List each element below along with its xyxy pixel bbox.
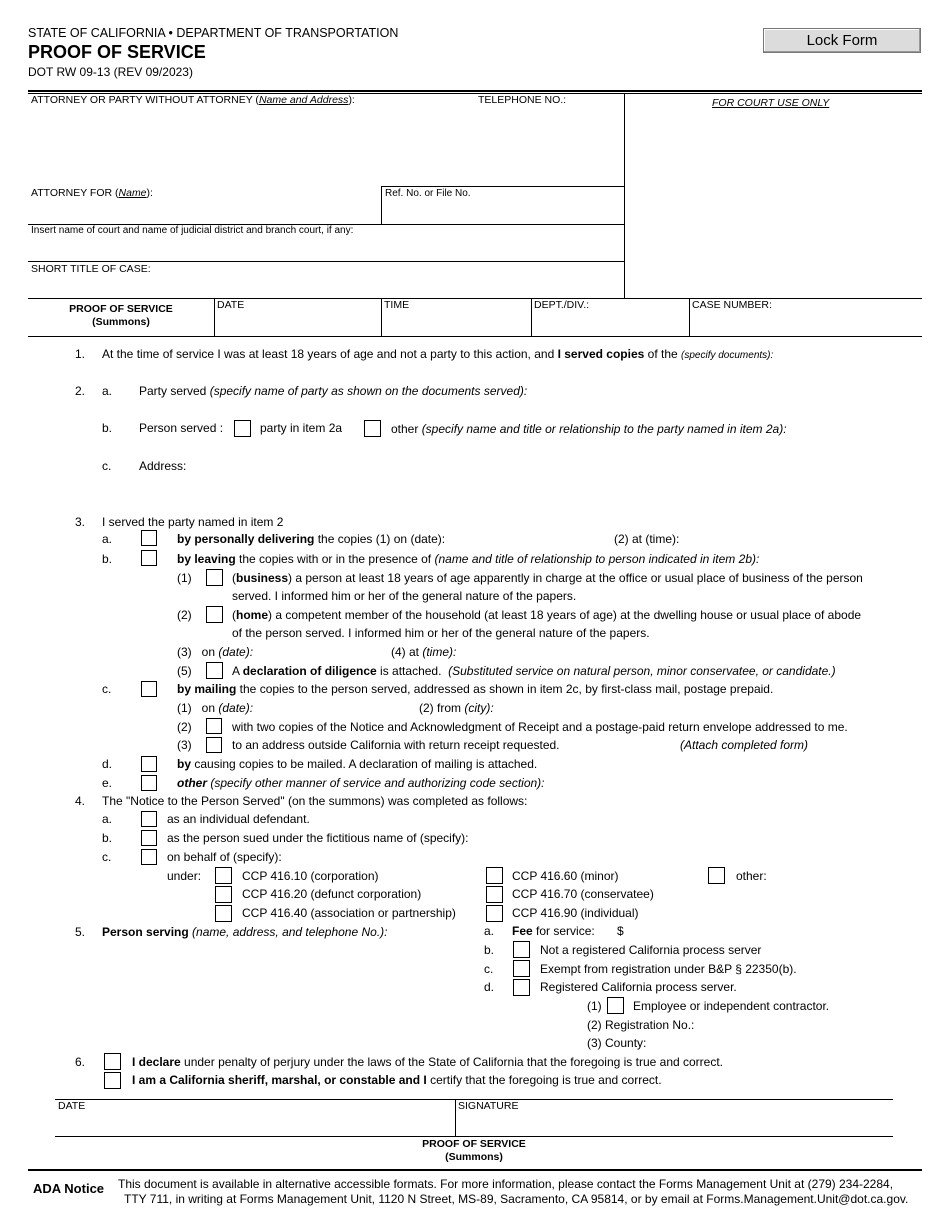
item3e-text: other (specify other manner of service and authorizing code section): — [177, 776, 545, 790]
item5c-letter: c. — [484, 962, 494, 976]
ccp-other-label: other: — [736, 869, 767, 883]
item3b2-line2: of the person served. I informed him or her of the general nature of the papers. — [232, 626, 650, 640]
item5b-letter: b. — [484, 943, 495, 957]
item5b-text: Not a registered California process server — [540, 943, 762, 957]
date-cell-label: DATE — [217, 299, 245, 311]
footer-title: PROOF OF SERVICE (Summons) — [422, 1138, 526, 1163]
short-title-label: SHORT TITLE OF CASE: — [31, 263, 151, 275]
rule-pos-row-top — [28, 298, 922, 299]
dept-cell-label: DEPT./DIV.: — [534, 299, 590, 311]
attorney-for-label: ATTORNEY FOR (Name): — [31, 187, 153, 199]
checkbox-5c-exempt[interactable] — [513, 960, 530, 977]
signature-label: SIGNATURE — [458, 1100, 519, 1112]
checkbox-3b-leaving[interactable] — [141, 550, 157, 566]
item4-num: 4. — [75, 794, 86, 808]
checkbox-6-declare[interactable] — [104, 1053, 121, 1070]
item2-num: 2. — [75, 384, 86, 398]
item5c-text: Exempt from registration under B&P § 22350(b). — [540, 962, 797, 976]
item1-num: 1. — [75, 347, 86, 361]
checkbox-3b1-business[interactable] — [206, 569, 223, 586]
item4c-text: on behalf of (specify): — [167, 850, 282, 864]
item4a-letter: a. — [102, 812, 113, 826]
item2b-text: Person served : — [139, 421, 224, 435]
ccp-41620-label: CCP 416.20 (defunct corporation) — [242, 887, 422, 901]
ccp-41610-label: CCP 416.10 (corporation) — [242, 869, 379, 883]
item4b-text: as the person sued under the fictitious name of (specify): — [167, 831, 469, 845]
signature-bottom-rule — [55, 1136, 893, 1137]
item6-num: 6. — [75, 1055, 86, 1069]
checkbox-ccp-41660[interactable] — [486, 867, 503, 884]
agency-name: STATE OF CALIFORNIA • DEPARTMENT OF TRANSPORTATION — [28, 26, 399, 40]
court-use-label: FOR COURT USE ONLY — [712, 97, 830, 109]
item6-declare-text: I declare under penalty of perjury under the laws of the State of California that the foregoing is true and correct. — [132, 1055, 724, 1069]
checkbox-3c-mailing[interactable] — [141, 681, 157, 697]
item3c2-num: (2) — [177, 720, 192, 734]
item3c3-text: to an address outside California with return receipt requested. — [232, 738, 560, 752]
checkbox-party-in-item-2a[interactable] — [234, 420, 251, 437]
item3a-letter: a. — [102, 532, 113, 546]
item3c3-num: (3) — [177, 738, 192, 752]
ref-label: Ref. No. or File No. — [385, 188, 471, 199]
checkbox-3d-causing-mailed[interactable] — [141, 756, 157, 772]
item3a-text: by personally delivering the copies (1) on (date): — [177, 532, 446, 546]
div-time — [381, 298, 382, 336]
item4-intro: The "Notice to the Person Served" (on the summons) was completed as follows: — [102, 794, 528, 808]
item2a-letter: a. — [102, 384, 113, 398]
checkbox-3c2-acknowledgment[interactable] — [206, 718, 222, 734]
item4a-text: as an individual defendant. — [167, 812, 310, 826]
div-case — [689, 298, 690, 336]
item3b1-line2: served. I informed him or her of the general nature of the papers. — [232, 589, 577, 603]
item3c-text: by mailing the copies to the person served, addressed as shown in item 2c, by first-class mail, postage prepaid. — [177, 682, 774, 696]
item3b3-text: (3) on (date): — [177, 645, 254, 659]
checkbox-3a-personal[interactable] — [141, 530, 157, 546]
checkbox-ccp-41690[interactable] — [486, 905, 503, 922]
item5-label: Person serving (name, address, and telephone No.): — [102, 925, 388, 939]
item4b-letter: b. — [102, 831, 113, 845]
caption-top-rule — [28, 90, 922, 92]
item3b5-text: A declaration of diligence is attached. (Substituted service on natural person, minor conservatee, or candidate.) — [232, 664, 836, 678]
item3b1-num: (1) — [177, 571, 192, 585]
item2c-letter: c. — [102, 459, 112, 473]
item2a-text: Party served (specify name of party as shown on the documents served): — [139, 384, 528, 398]
rule-short-title — [28, 261, 624, 262]
item3b1-text: (business) a person at least 18 years of age apparently in charge at the office or usual place of business of the person — [232, 571, 863, 585]
checkbox-5d1-employee[interactable] — [607, 997, 624, 1014]
div-date — [214, 298, 215, 336]
checkbox-4a-individual[interactable] — [141, 811, 157, 827]
item6-sheriff-text: I am a California sheriff, marshal, or constable and I certify that the foregoing is true and correct. — [132, 1073, 662, 1087]
item4-under: under: — [167, 869, 202, 883]
ada-notice-label: ADA Notice — [33, 1181, 105, 1196]
rule-pos-row-bottom — [28, 336, 922, 337]
court-use-divider — [624, 93, 625, 298]
checkbox-5b-not-registered[interactable] — [513, 941, 530, 958]
signature-divider — [455, 1099, 456, 1136]
item2b-letter: b. — [102, 421, 113, 435]
item5a-dollar: $ — [617, 924, 624, 938]
item5d-text: Registered California process server. — [540, 980, 737, 994]
ada-notice-text: This document is available in alternative accessible formats. For more information, please contact the Forms Management Unit at (279) 234-2284, TTY 711, in writing at Forms Management Unit, 1120 N Street, MS-89, Sacramento, CA 95814, or by email at Forms.Management.Unit@dot.ca.gov. — [118, 1177, 909, 1206]
case-number-label: CASE NUMBER: — [692, 299, 772, 311]
checkbox-3e-other[interactable] — [141, 775, 157, 791]
div-dept — [531, 298, 532, 336]
checkbox-4b-fictitious[interactable] — [141, 830, 157, 846]
item2b-opt2: other (specify name and title or relationship to the party named in item 2a): — [391, 422, 787, 436]
item5a-fee: Fee for service: — [512, 924, 595, 938]
item5d-letter: d. — [484, 980, 495, 994]
form-title: PROOF OF SERVICE — [28, 42, 206, 62]
checkbox-ccp-other[interactable] — [708, 867, 725, 884]
item4c-letter: c. — [102, 850, 112, 864]
checkbox-6-sheriff[interactable] — [104, 1072, 121, 1089]
item3b4-text: (4) at (time): — [391, 645, 457, 659]
item5d1-text: Employee or independent contractor. — [633, 999, 830, 1013]
item5a-letter: a. — [484, 924, 495, 938]
item3b5-num: (5) — [177, 664, 192, 678]
footer-rule — [28, 1169, 922, 1171]
form-id: DOT RW 09-13 (REV 09/2023) — [28, 65, 193, 79]
ccp-41670-label: CCP 416.70 (conservatee) — [512, 887, 654, 901]
checkbox-ccp-41620[interactable] — [215, 886, 232, 903]
attorney-label: ATTORNEY OR PARTY WITHOUT ATTORNEY (Name and Address): — [31, 94, 355, 106]
ccp-41640-label: CCP 416.40 (association or partnership) — [242, 906, 456, 920]
item3c1-text: (1) on (date): — [177, 701, 254, 715]
item3-intro: I served the party named in item 2 — [102, 515, 284, 529]
checkbox-5d-registered[interactable] — [513, 979, 530, 996]
item3c3-attach: (Attach completed form) — [680, 738, 809, 752]
item3a-time: (2) at (time): — [614, 532, 680, 546]
checkbox-4c-on-behalf[interactable] — [141, 849, 157, 865]
item3d-text: by causing copies to be mailed. A declaration of mailing is attached. — [177, 757, 538, 771]
checkbox-ccp-41610[interactable] — [215, 867, 232, 884]
item5d3-text: (3) County: — [587, 1036, 647, 1050]
time-cell-label: TIME — [384, 299, 410, 311]
checkbox-3b5-diligence[interactable] — [206, 662, 223, 679]
telephone-label: TELEPHONE NO.: — [478, 94, 567, 106]
checkbox-3c3-outside-california[interactable] — [206, 737, 222, 753]
item5-num: 5. — [75, 925, 86, 939]
item5d2-text: (2) Registration No.: — [587, 1018, 695, 1032]
item3c-letter: c. — [102, 682, 112, 696]
checkbox-ccp-41670[interactable] — [486, 886, 503, 903]
ref-box-left — [381, 186, 382, 224]
ref-box-top — [381, 186, 624, 187]
item3c2-text: with two copies of the Notice and Acknowledgment of Receipt and a postage-paid return envelope addressed to me. — [232, 720, 848, 734]
ccp-41660-label: CCP 416.60 (minor) — [512, 869, 619, 883]
item5d1-num: (1) — [587, 999, 602, 1013]
checkbox-ccp-41640[interactable] — [215, 905, 232, 922]
item1-text: At the time of service I was at least 18 years of age and not a party to this action, and I served copies of the (specify documents): — [102, 347, 774, 361]
lock-form-button[interactable]: Lock Form — [763, 28, 921, 53]
item3e-letter: e. — [102, 776, 113, 790]
item3b-letter: b. — [102, 552, 113, 566]
checkbox-other-person[interactable] — [364, 420, 381, 437]
pos-cell: PROOF OF SERVICE (Summons) — [69, 303, 173, 328]
item3b-text: by leaving the copies with or in the presence of (name and title of relationship to person indicated in item 2b): — [177, 552, 760, 566]
item3b2-num: (2) — [177, 608, 192, 622]
checkbox-3b2-home[interactable] — [206, 606, 223, 623]
item2c-text: Address: — [139, 459, 187, 473]
ccp-41690-label: CCP 416.90 (individual) — [512, 906, 639, 920]
signature-date-label: DATE — [58, 1100, 86, 1112]
court-name-label: Insert name of court and name of judicial district and branch court, if any: — [31, 225, 354, 236]
item3b2-text: (home) a competent member of the household (at least 18 years of age) at the dwelling house or usual place of abode — [232, 608, 862, 622]
item3d-letter: d. — [102, 757, 113, 771]
item3c1-from: (2) from (city): — [419, 701, 494, 715]
item3-num: 3. — [75, 515, 86, 529]
item2b-opt1: party in item 2a — [260, 421, 343, 435]
